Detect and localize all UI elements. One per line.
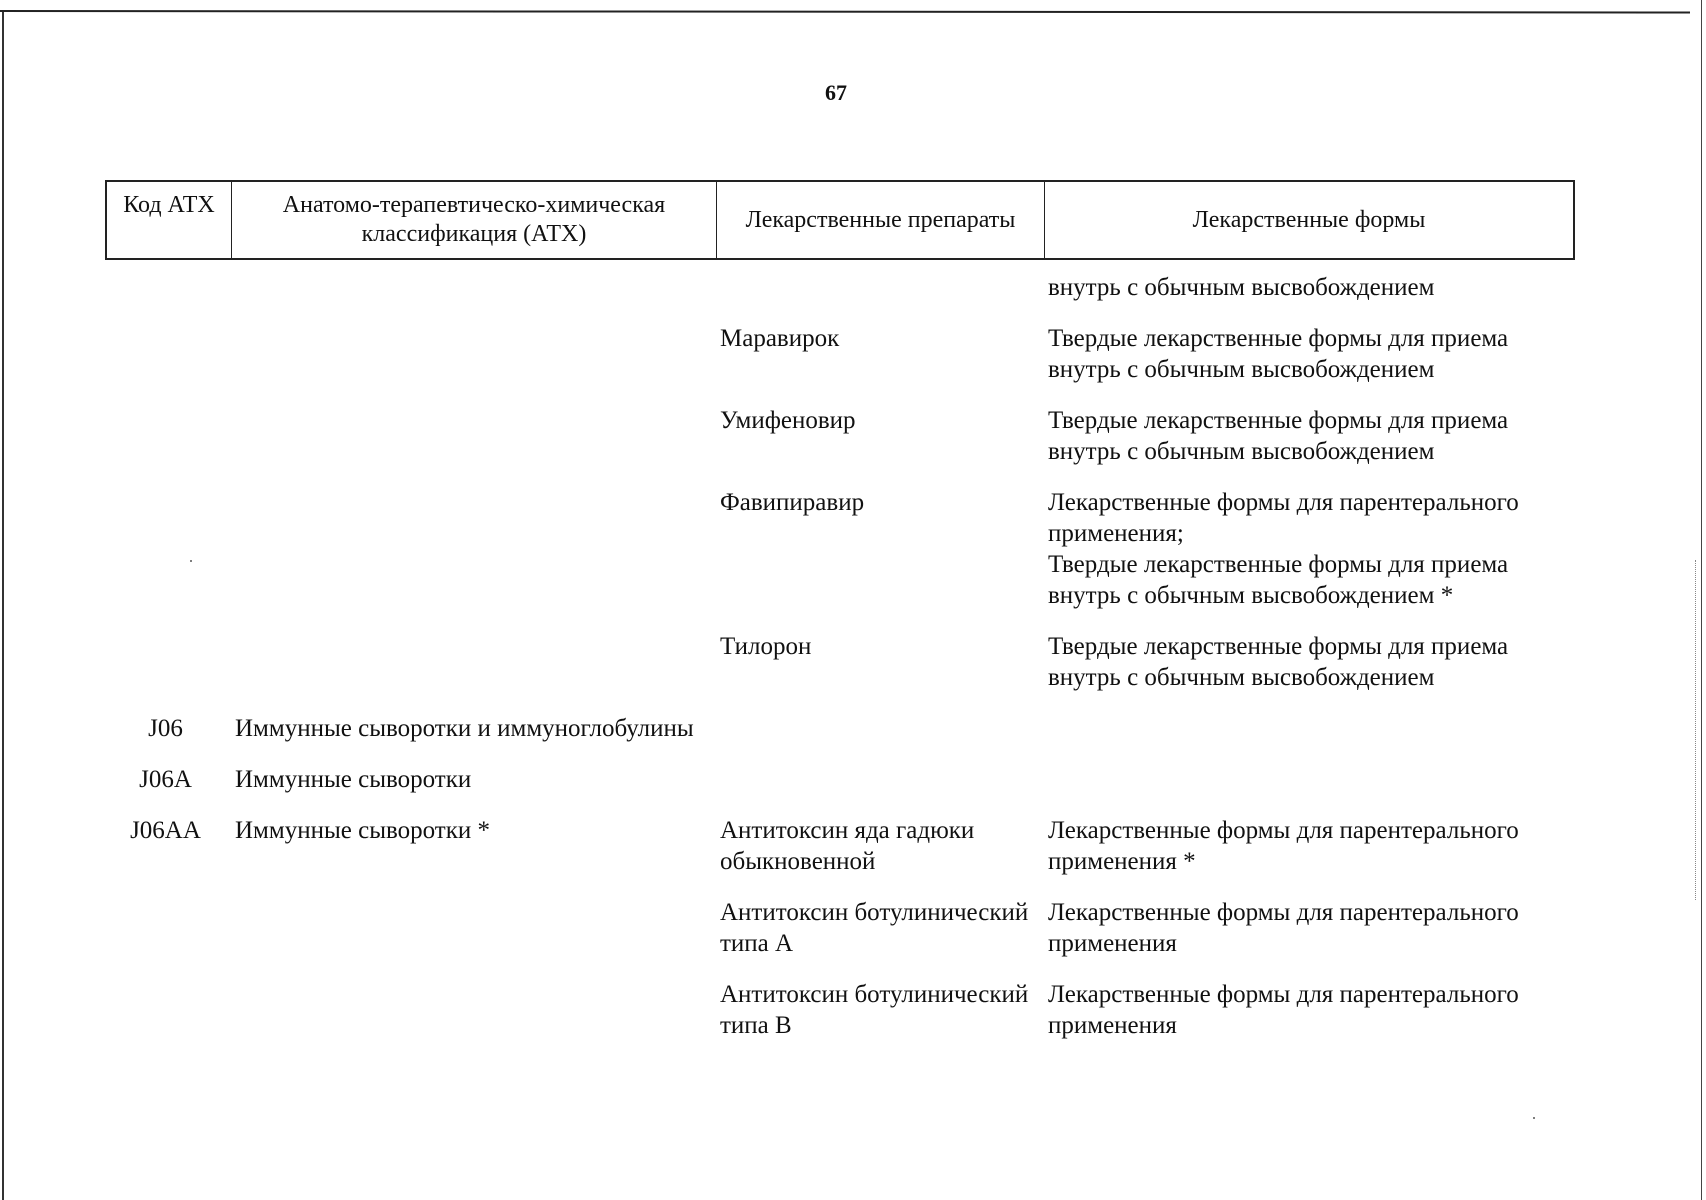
form-line: Твердые лекарственные формы для приема внутрь с обычным высвобождением (1048, 325, 1509, 383)
cell-atx: Иммунные сыворотки (235, 766, 472, 793)
cell-drug: Антитоксин ботулинический типа А (720, 899, 1029, 957)
cell-atx (230, 487, 715, 611)
cell-drug: Тилорон (720, 633, 812, 660)
cell-atx (230, 272, 715, 303)
table-body (105, 272, 1575, 1061)
table-row (105, 323, 1575, 385)
cell-code (105, 897, 230, 959)
cell-code (105, 487, 230, 611)
table-header (105, 180, 1575, 260)
cell-drug: Антитоксин ботулинический типа В (720, 981, 1029, 1039)
form-line: Твердые лекарственные формы для приема внутрь с обычным высвобождением * (1048, 551, 1509, 609)
table-row (105, 272, 1575, 303)
cell-forms (1043, 897, 1575, 959)
table-row (105, 897, 1575, 959)
cell-code (105, 272, 230, 303)
cell-atx: Иммунные сыворотки * (235, 817, 490, 844)
form-line: Лекарственные формы для парентерального применения (1048, 899, 1519, 957)
cell-code: J06AA (130, 817, 201, 844)
header-forms: Лекарственные формы (1192, 206, 1426, 233)
cell-atx (230, 979, 715, 1041)
cell-forms (1043, 815, 1575, 877)
form-line: Лекарственные формы для парентерального применения * (1048, 817, 1519, 875)
form-line: Твердые лекарственные формы для приема внутрь с обычным высвобождением (1048, 633, 1509, 691)
scan-border-left (2, 12, 4, 1200)
cell-forms (1043, 713, 1575, 744)
cell-forms (1043, 323, 1575, 385)
table-row (105, 631, 1575, 693)
cell-forms (1043, 764, 1575, 795)
cell-drug: Антитоксин яда гадюки обыкновенной (720, 817, 975, 875)
cell-drug (715, 764, 1043, 795)
cell-forms (1043, 272, 1575, 303)
cell-forms (1043, 487, 1575, 611)
cell-forms (1043, 405, 1575, 467)
table-row (105, 979, 1575, 1041)
cell-code: J06A (139, 766, 192, 793)
header-code: Код АТХ (107, 182, 232, 258)
cell-code (105, 631, 230, 693)
cell-code: J06 (148, 715, 183, 742)
form-line: Лекарственные формы для парентерального применения (1048, 981, 1519, 1039)
cell-code (105, 405, 230, 467)
scan-border-top (0, 10, 1690, 13)
cell-drug (715, 713, 1043, 744)
form-line: Твердые лекарственные формы для приема внутрь с обычным высвобождением (1048, 407, 1509, 465)
table-row (105, 815, 1575, 877)
cell-drug: Фавипиравир (720, 489, 865, 516)
cell-atx (230, 405, 715, 467)
cell-atx (230, 323, 715, 385)
page-number: 67 (825, 80, 847, 105)
table-row (105, 405, 1575, 467)
cell-drug (715, 272, 1043, 303)
cell-drug: Умифеновир (720, 407, 856, 434)
table-row (105, 487, 1575, 611)
cell-drug: Маравирок (720, 325, 840, 352)
header-drugs: Лекарственные препараты (717, 182, 1045, 258)
form-line: Лекарственные формы для парентерального применения; (1048, 489, 1519, 547)
cell-atx (230, 897, 715, 959)
table-row (105, 764, 1575, 795)
form-line: внутрь с обычным высвобождением (1048, 274, 1435, 301)
scan-edge-mark (1695, 560, 1696, 900)
header-atx: Анатомо-терапевтическо-химическая классификация (АТХ) (232, 182, 717, 258)
cell-code (105, 979, 230, 1041)
table-row (105, 713, 1575, 744)
cell-atx: Иммунные сыворотки и иммуноглобулины (235, 715, 694, 742)
cell-code (105, 323, 230, 385)
cell-forms (1043, 979, 1575, 1041)
cell-forms (1043, 631, 1575, 693)
cell-atx (230, 631, 715, 693)
scan-speck (1533, 1117, 1535, 1119)
scan-border-right (1701, 0, 1702, 1200)
